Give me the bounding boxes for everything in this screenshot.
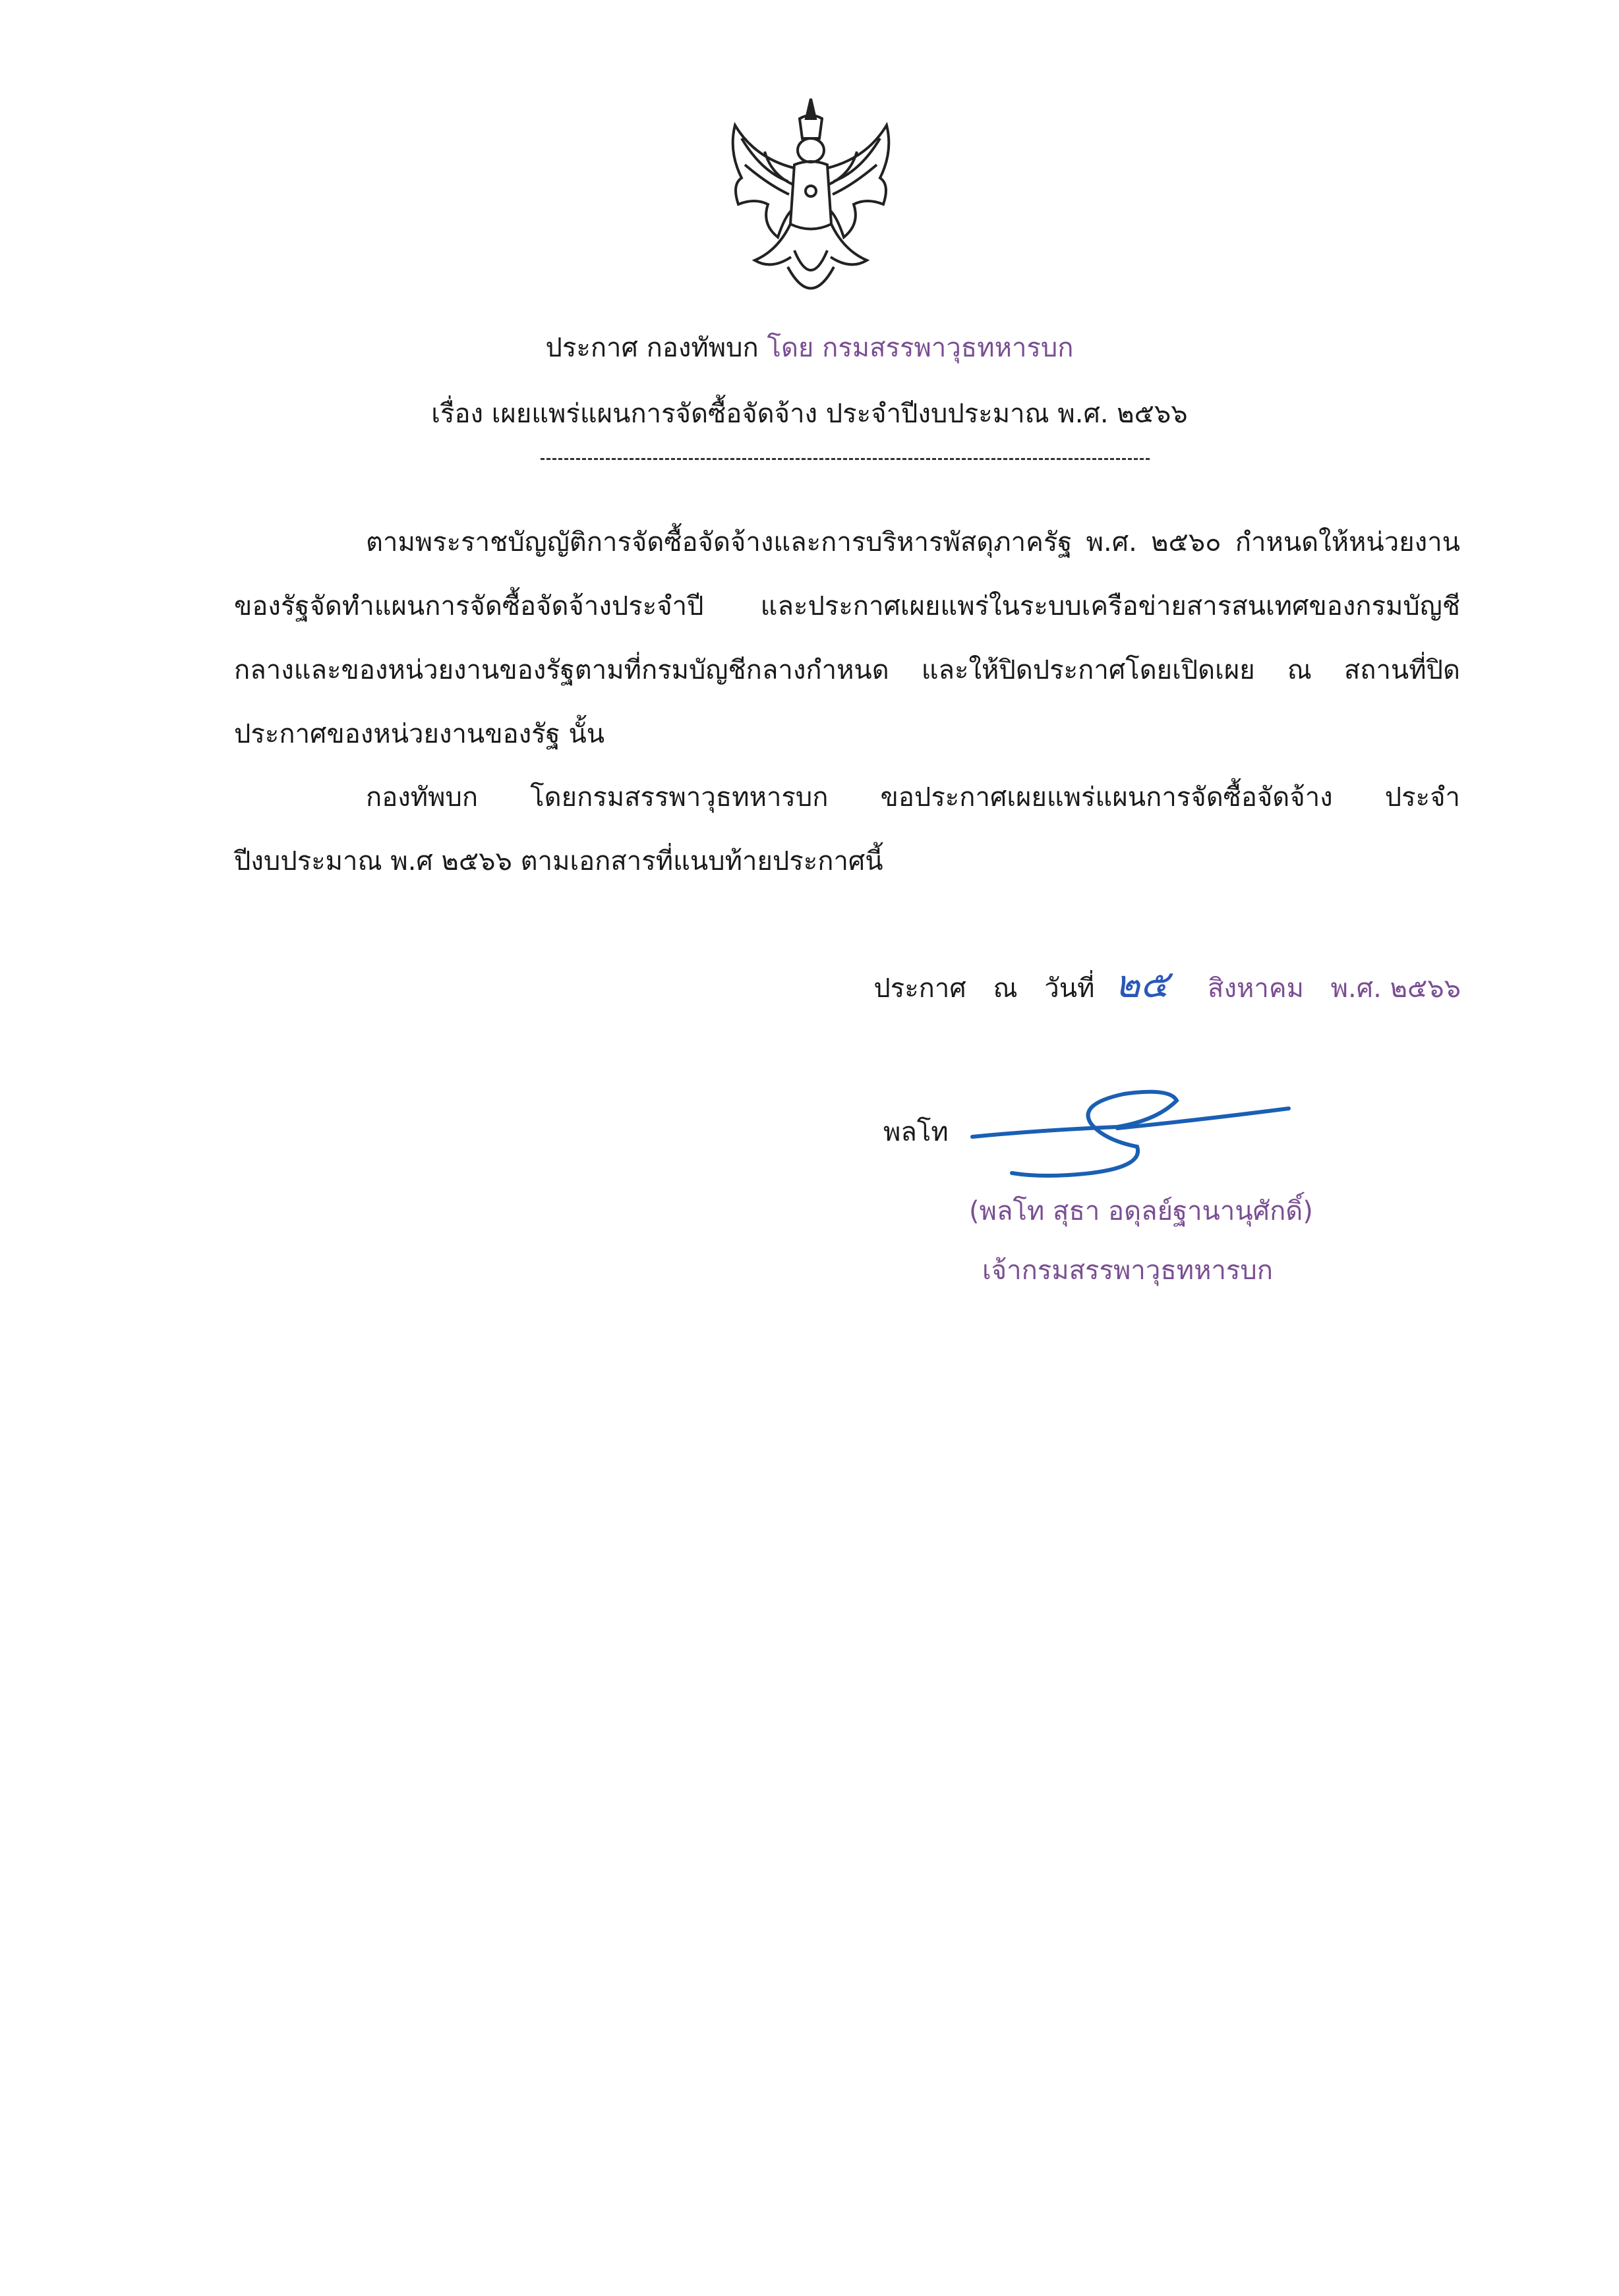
title-issuer: ประกาศ กองทัพบก [545,333,759,363]
date-day-label: วันที่ [1044,973,1095,1004]
signer-rank: พลโท [883,1117,949,1147]
body-paragraph-1: ตามพระราชบัญญัติการจัดซื้อจัดจ้างและการบริหารพัสดุภาครัฐ พ.ศ. ๒๕๖๐ กำหนดให้หน่วยงานของรัฐจัดทำแผนการจัดซื้อจัดจ้างประจำปี และประกาศเผยแพร่ในระบบเครือข่ายสารสนเทศของกรมบัญชีกลางและของหน่วยงานของรัฐตามที่กรมบัญชีกลางกำหนด และให้ปิดประกาศโดยเปิดเผย ณ สถานที่ปิดประกาศของหน่วยงานของรัฐ นั้น [234,527,1460,749]
dashed-divider [541,458,1150,460]
title-department: โดย กรมสรรพาวุธทหารบก [767,333,1074,363]
announcement-subject: เรื่อง เผยแพร่แผนการจัดซื้อจัดจ้าง ประจำปีงบประมาณ พ.ศ. ๒๕๖๖ [431,399,1188,429]
body-paragraph-2: กองทัพบก โดยกรมสรรพาวุธทหารบก ขอประกาศเผยแพร่แผนการจัดซื้อจัดจ้าง ประจำปีงบประมาณ พ.ศ ๒๕๖๖ ตามเอกสารที่แนบท้ายประกาศนี้ [234,782,1460,876]
date-year: พ.ศ. ๒๕๖๖ [1330,973,1461,1004]
announcement-title [0,330,1619,366]
date-day: ๒๕ [1115,961,1169,1006]
handwritten-signature [959,1074,1302,1193]
garuda-emblem-icon [715,92,906,316]
date-at: ณ [993,973,1018,1004]
date-prefix: ประกาศ [873,973,966,1004]
announcement-date [855,952,1461,1021]
signer-position: เจ้ากรมสรรพาวุธทหารบก [982,1255,1274,1286]
date-month: สิงหาคม [1208,973,1304,1004]
signer-name: (พลโท สุธา อดุลย์ฐานานุศักดิ์) [969,1196,1313,1226]
